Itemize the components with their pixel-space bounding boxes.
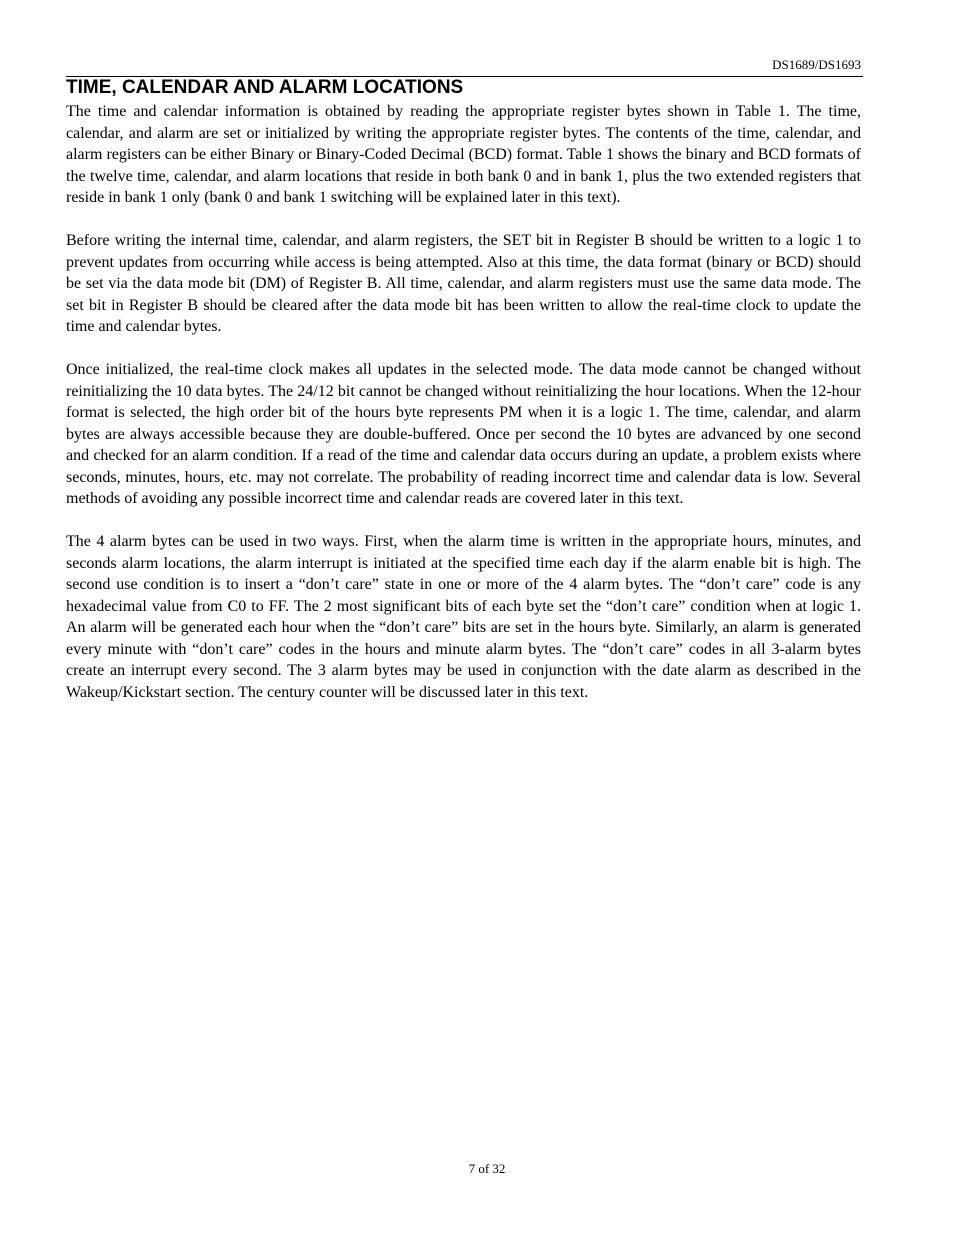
paragraph: The 4 alarm bytes can be used in two ways. First, when the alarm time is written in the appropriate hours, minutes, and seconds alarm locations, the alarm interrupt is initiated at the specified time each day if the alarm enable bit is high. The second use condition is to insert a “don’t care” state in one or more of the 4 alarm bytes. The “don’t care” code is any hexadecimal value from C0 to FF. The 2 most significant bits of each byte set the “don’t care” condition when at logic 1. An alarm will be generated each hour when the “don’t care” bits are set in the hours byte. Similarly, an alarm is generated every minute with “don’t care” codes in the hours and minute alarm bytes. The “don’t care” codes in all 3-alarm bytes create an interrupt every second. The 3 alarm bytes may be used in conjunction with the date alarm as described in the Wakeup/Kickstart section. The century counter will be discussed later in this text. — [66, 533, 861, 701]
page-number: 7 of 32 — [468, 1161, 506, 1176]
section-heading: TIME, CALENDAR AND ALARM LOCATIONS — [66, 77, 464, 98]
paragraph: Once initialized, the real-time clock makes all updates in the selected mode. The data mode cannot be changed without reinitializing the 10 data bytes. The 24/12 bit cannot be changed without reinitializing the hour locations. When the 12-hour format is selected, the high order bit of the hours byte represents PM when it is a logic 1. The time, calendar, and alarm bytes are always accessible because they are double-buffered. Once per second the 10 bytes are advanced by one second and checked for an alarm condition. If a read of the time and calendar data occurs during an update, a problem exists where seconds, minutes, hours, etc. may not correlate. The probability of reading incorrect time and calendar data is low. Several methods of avoiding any possible incorrect time and calendar reads are covered later in this text. — [66, 361, 861, 507]
paragraph: The time and calendar information is obtained by reading the appropriate register bytes shown in Table 1. The time, calendar, and alarm are set or initialized by writing the appropriate register bytes. The contents of the time, calendar, and alarm registers can be either Binary or Binary-Coded Decimal (BCD) format. Table 1 shows the binary and BCD formats of the twelve time, calendar, and alarm locations that reside in both bank 0 and in bank 1, plus the two extended registers that reside in bank 1 only (bank 0 and bank 1 switching will be explained later in this text). — [66, 103, 861, 206]
body-text — [66, 101, 861, 725]
running-header-part-number: DS1689/DS1693 — [772, 57, 861, 72]
paragraph: Before writing the internal time, calendar, and alarm registers, the SET bit in Register B should be written to a logic 1 to prevent updates from occurring while access is being attempted. Also at this time, the data format (binary or BCD) should be set via the data mode bit (DM) of Register B. All time, calendar, and alarm registers must use the same data mode. The set bit in Register B should be cleared after the data mode bit has been written to allow the real-time clock to update the time and calendar bytes. — [66, 232, 861, 335]
